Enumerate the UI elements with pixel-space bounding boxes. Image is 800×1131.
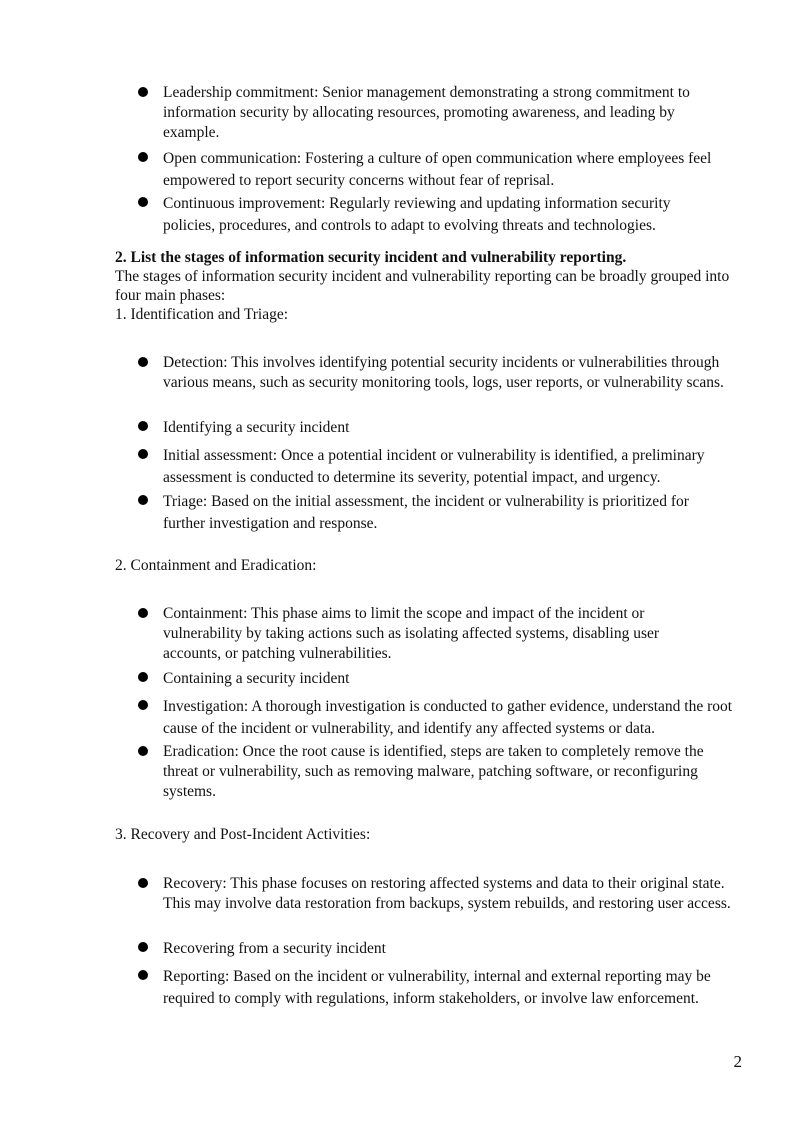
list-item-text: Containment: This phase aims to limit the scope and impact of the incident or vulnerability by taking actions such as isolating affected systems, disabling user accounts, or patching vulnerabilities. — [163, 605, 660, 662]
phase-title: 2. Containment and Eradication: — [115, 557, 317, 574]
list-item-text: Triage: Based on the initial assessment, the incident or vulnerability is prioritized for further investigation and response. — [163, 493, 689, 532]
section-heading: 2. List the stages of information security incident and vulnerability reporting. — [115, 249, 627, 266]
page-number: 2 — [733, 1052, 742, 1071]
bullet-icon — [138, 449, 148, 459]
list-item-text: Initial assessment: Once a potential incident or vulnerability is identified, a preliminary assessment is conducted to determine its severity, potential impact, and urgency. — [163, 447, 705, 486]
bullet-icon — [138, 608, 148, 618]
list-item-text: Recovery: This phase focuses on restoring affected systems and data to their original state. This may involve data restoration from backups, system rebuilds, and restoring user access. — [163, 875, 731, 912]
bullet-icon — [138, 746, 148, 756]
list-item-text: Containing a security incident — [163, 670, 350, 687]
phase-title: 1. Identification and Triage: — [115, 306, 289, 323]
list-item-text: Eradication: Once the root cause is identified, steps are taken to completely remove the threat or vulnerability, such as removing malware, patching software, or reconfiguring systems. — [163, 743, 704, 800]
bullet-icon — [138, 87, 148, 97]
bullet-icon — [138, 878, 148, 888]
phase-title: 3. Recovery and Post-Incident Activities: — [115, 826, 371, 843]
bullet-icon — [138, 421, 148, 431]
list-item-text: Continuous improvement: Regularly reviewing and updating information security policies, procedures, and controls to adapt to evolving threats and technologies. — [163, 195, 671, 234]
list-item-text: Detection: This involves identifying potential security incidents or vulnerabilities through various means, such as security monitoring tools, logs, user reports, or vulnerability scans. — [163, 354, 724, 391]
list-item-text: Recovering from a security incident — [163, 940, 386, 957]
bullet-icon — [138, 197, 148, 207]
bullet-icon — [138, 672, 148, 682]
bullet-icon — [138, 357, 148, 367]
list-item-text: Open communication: Fostering a culture of open communication where employees feel empowered to report security concerns without fear of reprisal. — [163, 150, 712, 189]
list-item-text: Reporting: Based on the incident or vulnerability, internal and external reporting may be required to comply with regulations, inform stakeholders, or involve law enforcement. — [163, 968, 711, 1007]
bullet-icon — [138, 970, 148, 980]
bullet-icon — [138, 152, 148, 162]
bullet-icon — [138, 700, 148, 710]
bullet-icon — [138, 495, 148, 505]
section-intro: The stages of information security incident and vulnerability reporting can be broadly grouped into four main phases: — [115, 268, 730, 304]
list-item-text: Identifying a security incident — [163, 419, 350, 436]
bullet-icon — [138, 942, 148, 952]
list-item-text: Leadership commitment: Senior management demonstrating a strong commitment to information security by allocating resources, promoting awareness, and leading by example. — [163, 84, 690, 141]
list-item-text: Investigation: A thorough investigation is conducted to gather evidence, understand the root cause of the incident or vulnerability, and identify any affected systems or data. — [163, 698, 733, 737]
